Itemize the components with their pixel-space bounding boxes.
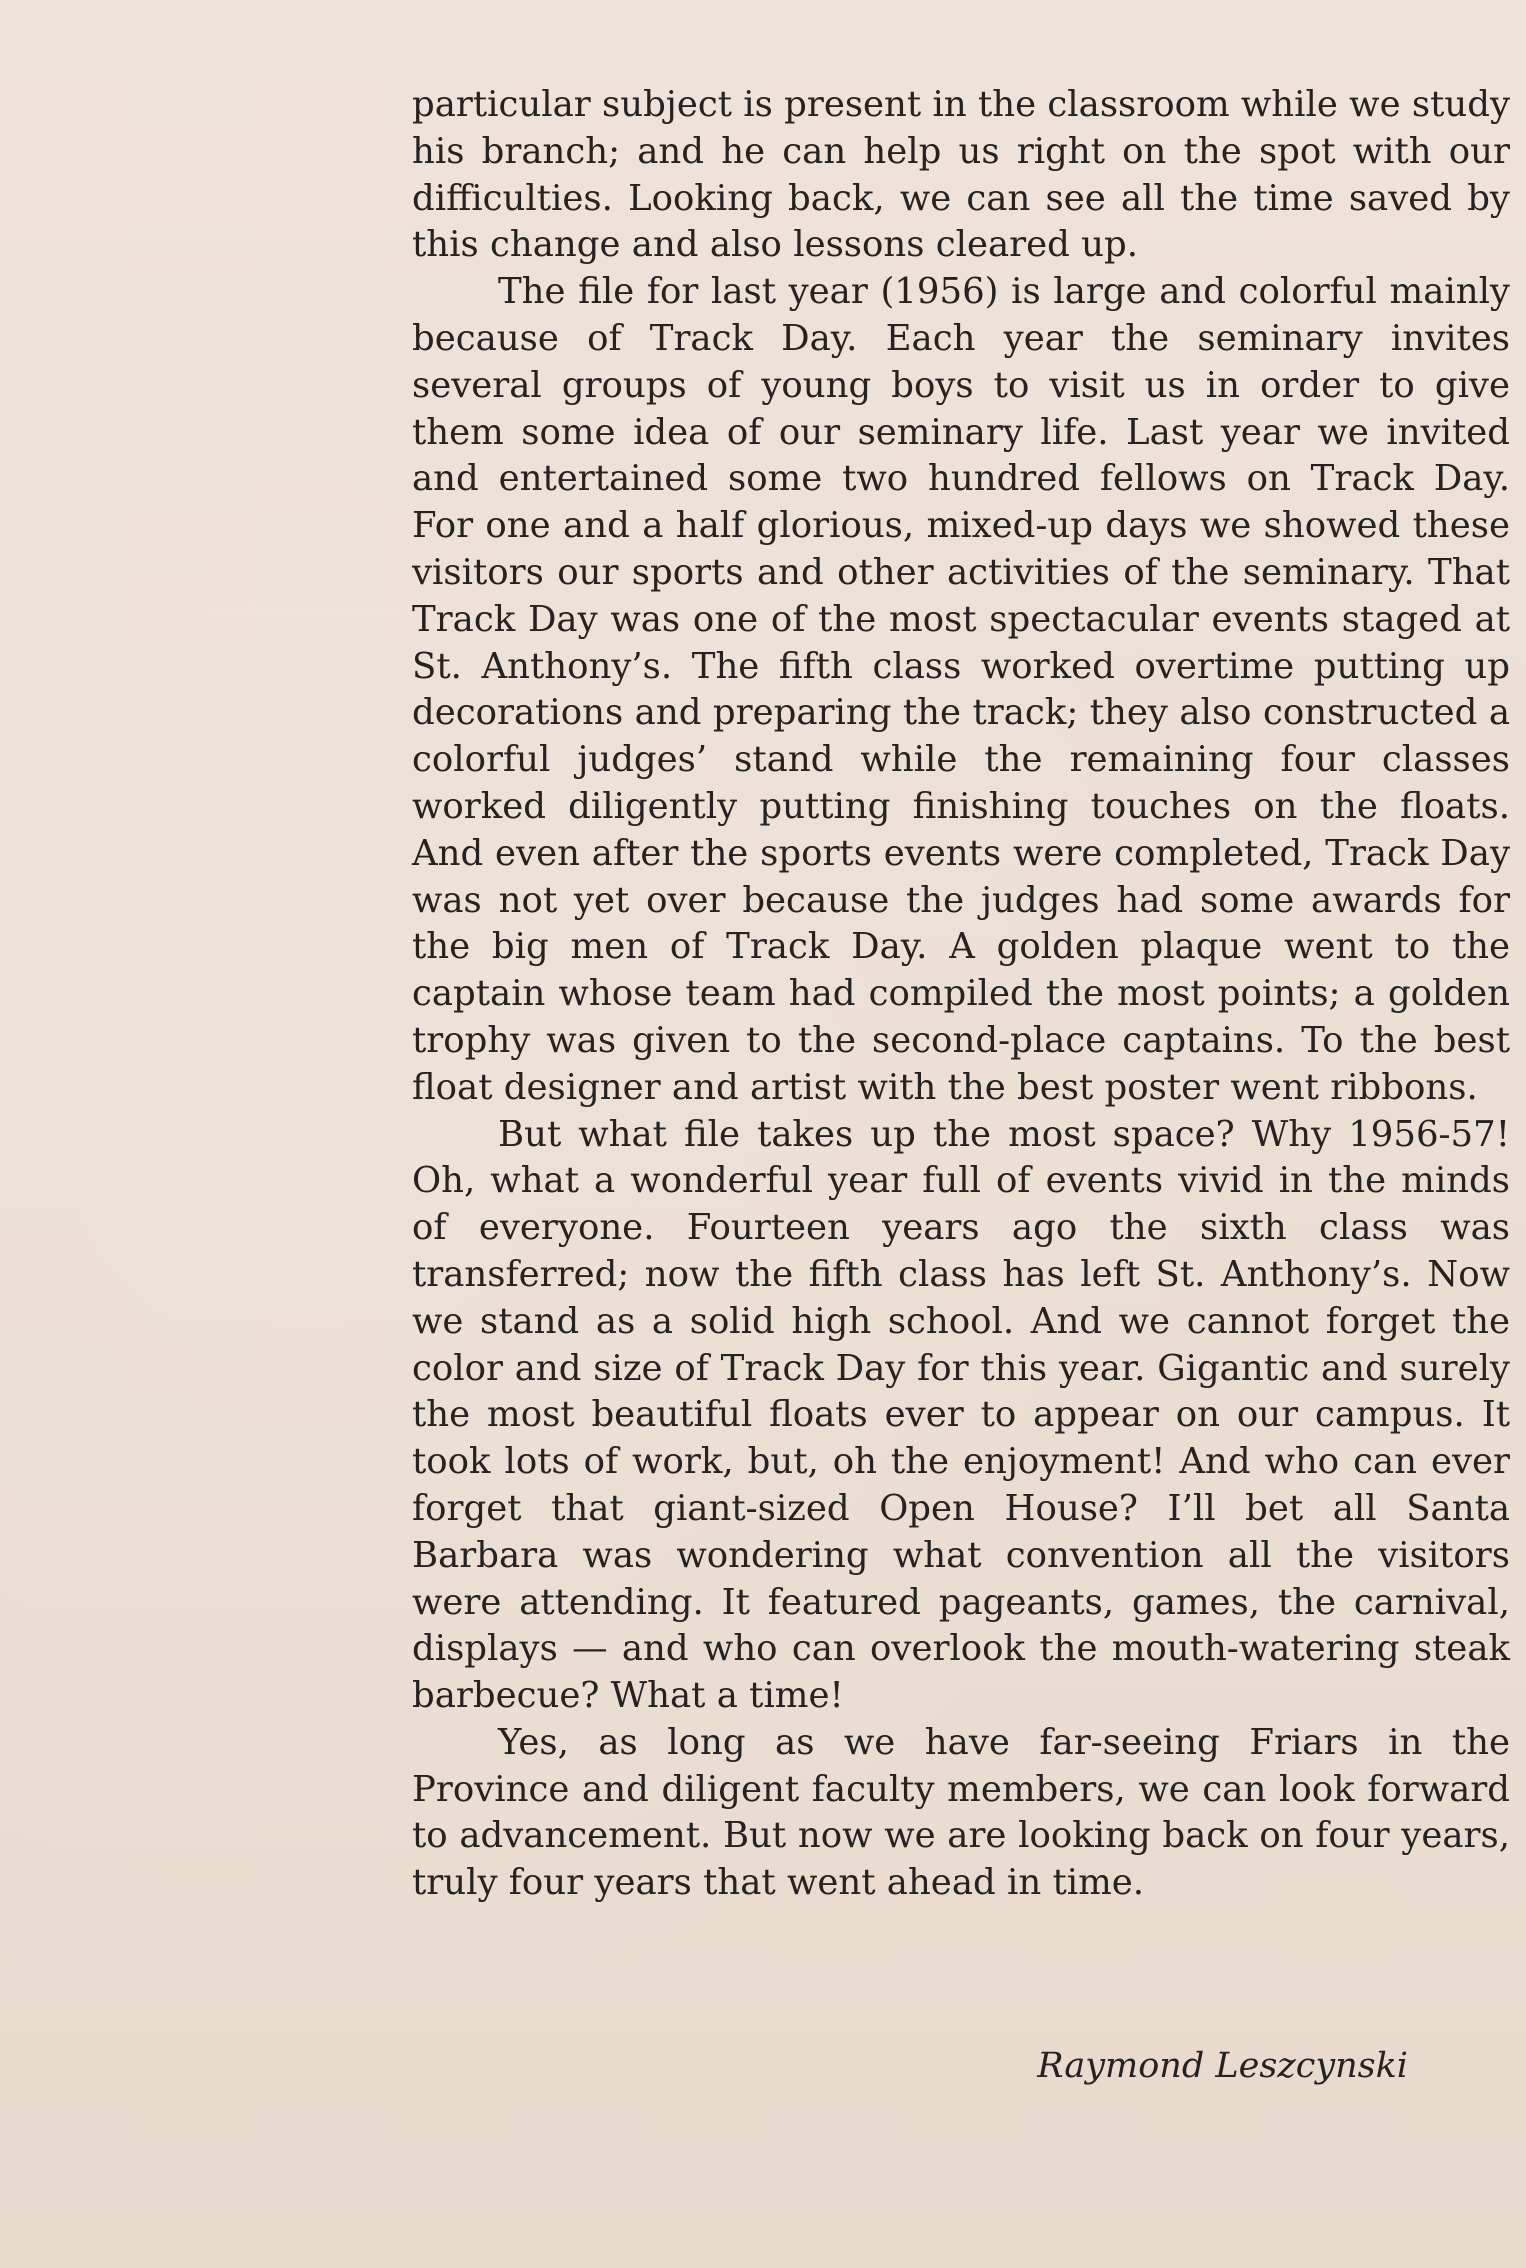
paragraph-closing: Yes, as long as we have far-seeing Friars in the Province and diligent faculty members, we can look forward to advancement. But now we are looking back on four years, truly four years that went ahead in time. <box>412 1721 1510 1904</box>
paragraph-continuation: particular subject is present in the classroom while we study his branch; and he can help us right on the spot with our difficulties. Looking back, we can see all the time saved by this change and also lessons cleared up. <box>412 84 1510 266</box>
author-signature: Raymond Leszcynski <box>1037 2046 1408 2086</box>
paragraph-1956-57: But what file takes up the most space? Why 1956-57! Oh, what a wonderful year full of events vivid in the minds of everyone. Fourteen years ago the sixth class was transferred; now the fifth class has left St. Anthony’s. Now we stand as a solid high school. And we cannot forget the color and size of Track Day for this year. Gigantic and surely the most beautiful floats ever to appear on our campus. It took lots of work, but, oh the enjoyment! And who can ever forget that giant-sized Open House? I’ll bet all Santa Barbara was wondering what convention all the visitors were attending. It featured pageants, games, the carnival, displays — and who can overlook the mouth-watering steak barbecue? What a time! <box>412 1113 1510 1717</box>
paragraph-track-day-1956: The file for last year (1956) is large and colorful mainly because of Track Day. Each year the seminary invites several groups of young boys to visit us in order to give them some idea of our seminary life. Last year we invited and entertained some two hundred fellows on Track Day. For one and a half glorious, mixed-up days we showed these visitors our sports and other activities of the seminary. That Track Day was one of the most spectacular events staged at St. Anthony’s. The fifth class worked overtime putting up decorations and preparing the track; they also constructed a colorful judges’ stand while the remaining four classes worked diligently putting finishing touches on the floats. And even after the sports events were completed, Track Day was not yet over because the judges had some awards for the big men of Track Day. A golden plaque went to the captain whose team had compiled the most points; a golden trophy was given to the second-place captains. To the best float designer and artist with the best poster went ribbons. <box>412 271 1510 1108</box>
article-body <box>412 82 1510 1907</box>
